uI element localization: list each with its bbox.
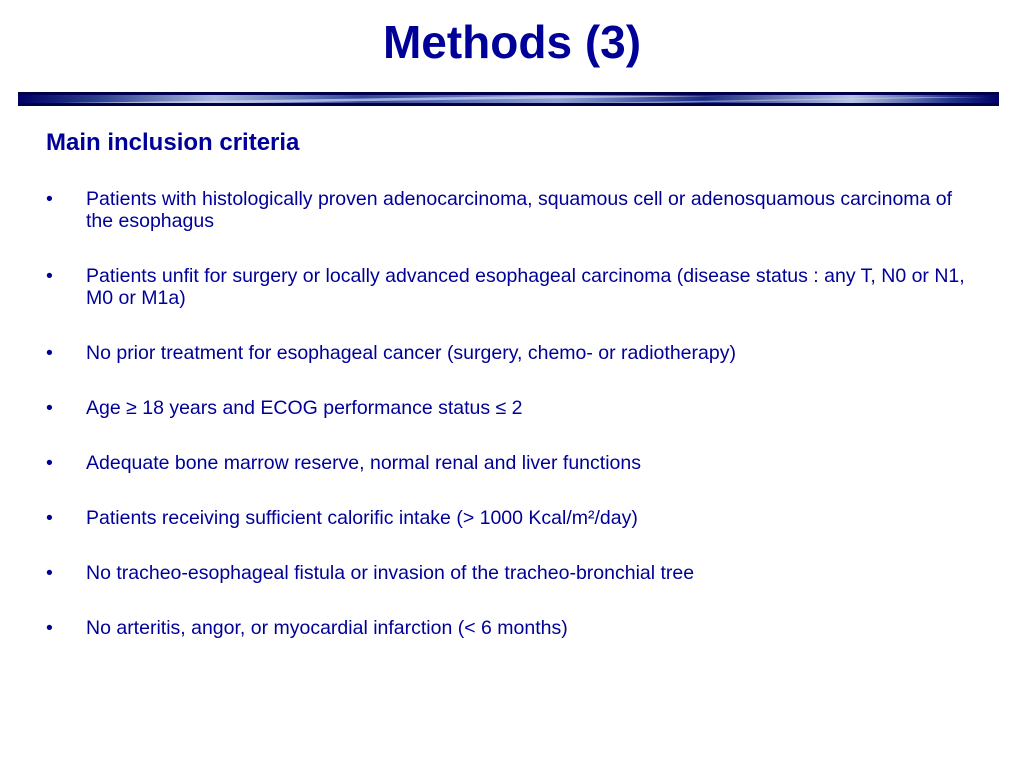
bullet-marker: •	[46, 452, 53, 474]
list-item-text: Patients receiving sufficient calorific intake (> 1000 Kcal/m²/day)	[86, 507, 638, 529]
list-item-text: No tracheo-esophageal fistula or invasion of the tracheo-bronchial tree	[86, 562, 695, 584]
divider-graphic	[18, 92, 999, 106]
list-item	[46, 397, 976, 419]
list-item-text: Patients with histologically proven adenocarcinoma, squamous cell or adenosquamous carcinoma of the esophagus	[86, 188, 953, 232]
list-item-text: Adequate bone marrow reserve, normal renal and liver functions	[86, 452, 641, 474]
title-divider	[18, 92, 999, 106]
bullet-marker: •	[46, 265, 53, 287]
list-item	[46, 507, 976, 529]
list-item	[46, 265, 976, 309]
list-item	[46, 617, 976, 639]
list-item-text: No arteritis, angor, or myocardial infarction (< 6 months)	[86, 617, 568, 639]
list-item	[46, 452, 976, 474]
list-item-text: Patients unfit for surgery or locally advanced esophageal carcinoma (disease status : any T, N0 or N1, M0 or M1a)	[86, 265, 965, 309]
bullet-marker: •	[46, 562, 53, 584]
bullet-marker: •	[46, 397, 53, 419]
section-heading: Main inclusion criteria	[46, 129, 300, 156]
list-item-text: No prior treatment for esophageal cancer (surgery, chemo- or radiotherapy)	[86, 342, 736, 364]
list-item-text: Age ≥ 18 years and ECOG performance status ≤ 2	[86, 397, 523, 419]
bullet-marker: •	[46, 507, 53, 529]
list-item	[46, 562, 976, 584]
criteria-list	[46, 188, 976, 639]
slide-title: Methods (3)	[382, 16, 642, 68]
list-item	[46, 188, 976, 232]
list-item	[46, 342, 976, 364]
bullet-marker: •	[46, 342, 53, 364]
bullet-marker: •	[46, 188, 53, 210]
bullet-marker: •	[46, 617, 53, 639]
